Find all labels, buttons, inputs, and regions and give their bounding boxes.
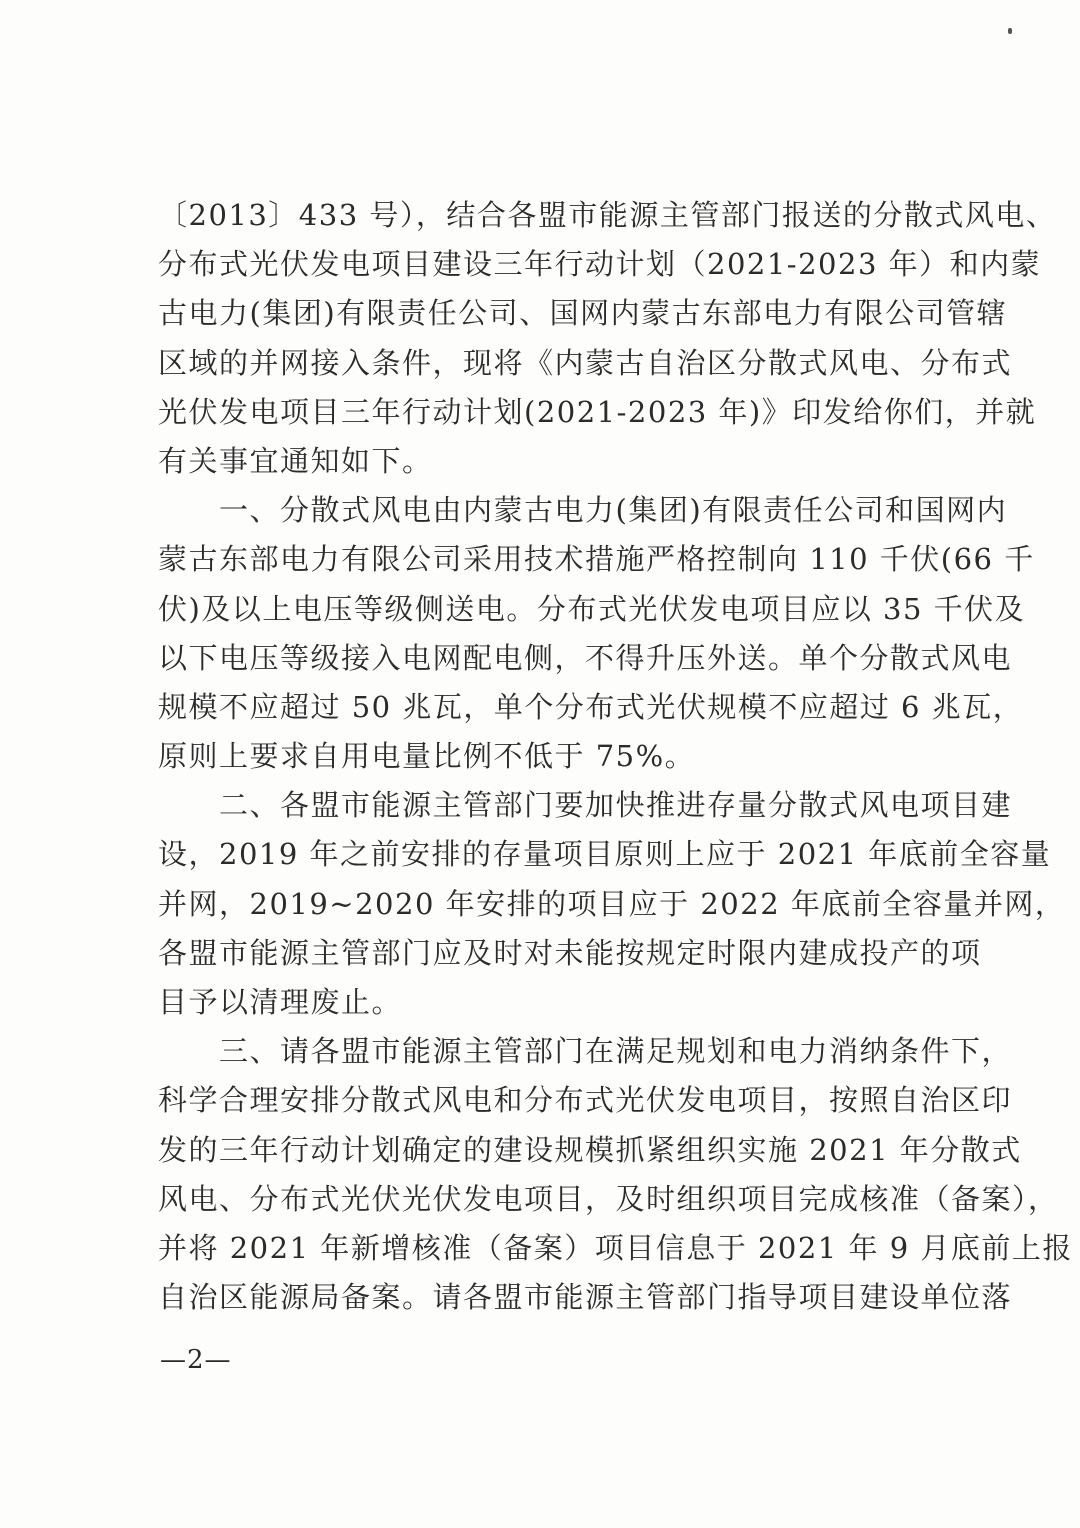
text-line: 目予以清理废止。 [158, 985, 403, 1019]
document-body [158, 191, 1073, 1322]
text-line: 有关事宜通知如下。 [158, 443, 433, 478]
text-line: 蒙古东部电力有限公司采用技术措施严格控制向 110 千伏(66 千 [158, 542, 1035, 577]
text-line: 区域的并网接入条件，现将《内蒙古自治区分散式风电、分布式 [158, 345, 1013, 380]
page-number: —2— [160, 1345, 232, 1375]
text-line: 并网，2019~2020 年安排的项目应于 2022 年底前全容量并网， [158, 886, 1066, 921]
text-line: 发的三年行动计划确定的建设规模抓紧组织实施 2021 年分散式 [158, 1132, 1022, 1167]
text-line: 二、各盟市能源主管部门要加快推进存量分散式风电项目建 [158, 788, 1013, 823]
text-line: 三、请各盟市能源主管部门在满足规划和电力消纳条件下， [158, 1034, 1013, 1069]
text-line: 设，2019 年之前安排的存量项目原则上应于 2021 年底前全容量 [158, 837, 1052, 872]
text-line: 光伏发电项目三年行动计划(2021-2023 年)》印发给你们，并就 [158, 394, 1037, 429]
text-line: 古电力(集团)有限责任公司、国网内蒙古东部电力有限公司管辖 [158, 296, 1008, 331]
text-line: 并将 2021 年新增核准（备案）项目信息于 2021 年 9 月底前上报 [158, 1230, 1073, 1265]
text-line: 分布式光伏发电项目建设三年行动计划（2021-2023 年）和内蒙 [158, 247, 1042, 282]
text-line: 伏)及以上电压等级侧送电。分布式光伏发电项目应以 35 千伏及 [158, 591, 1026, 626]
text-line: 各盟市能源主管部门应及时对未能按规定时限内建成投产的项 [158, 935, 982, 970]
scan-speck [1008, 28, 1012, 34]
text-line: 自治区能源局备案。请各盟市能源主管部门指导项目建设单位落 [158, 1280, 1013, 1315]
text-line: 一、分散式风电由内蒙古电力(集团)有限责任公司和国网内 [158, 493, 1008, 528]
text-line: 科学合理安排分散式风电和分布式光伏发电项目，按照自治区印 [158, 1083, 1013, 1118]
text-line: 风电、分布式光伏光伏发电项目，及时组织项目完成核准（备案）， [158, 1181, 1059, 1216]
text-line: 〔2013〕433 号），结合各盟市能源主管部门报送的分散式风电、 [158, 198, 1057, 232]
text-line: 以下电压等级接入电网配电侧，不得升压外送。单个分散式风电 [158, 640, 1013, 675]
text-line: 规模不应超过 50 兆瓦，单个分布式光伏规模不应超过 6 兆瓦， [158, 689, 1024, 724]
text-line: 原则上要求自用电量比例不低于 75%。 [158, 739, 696, 774]
